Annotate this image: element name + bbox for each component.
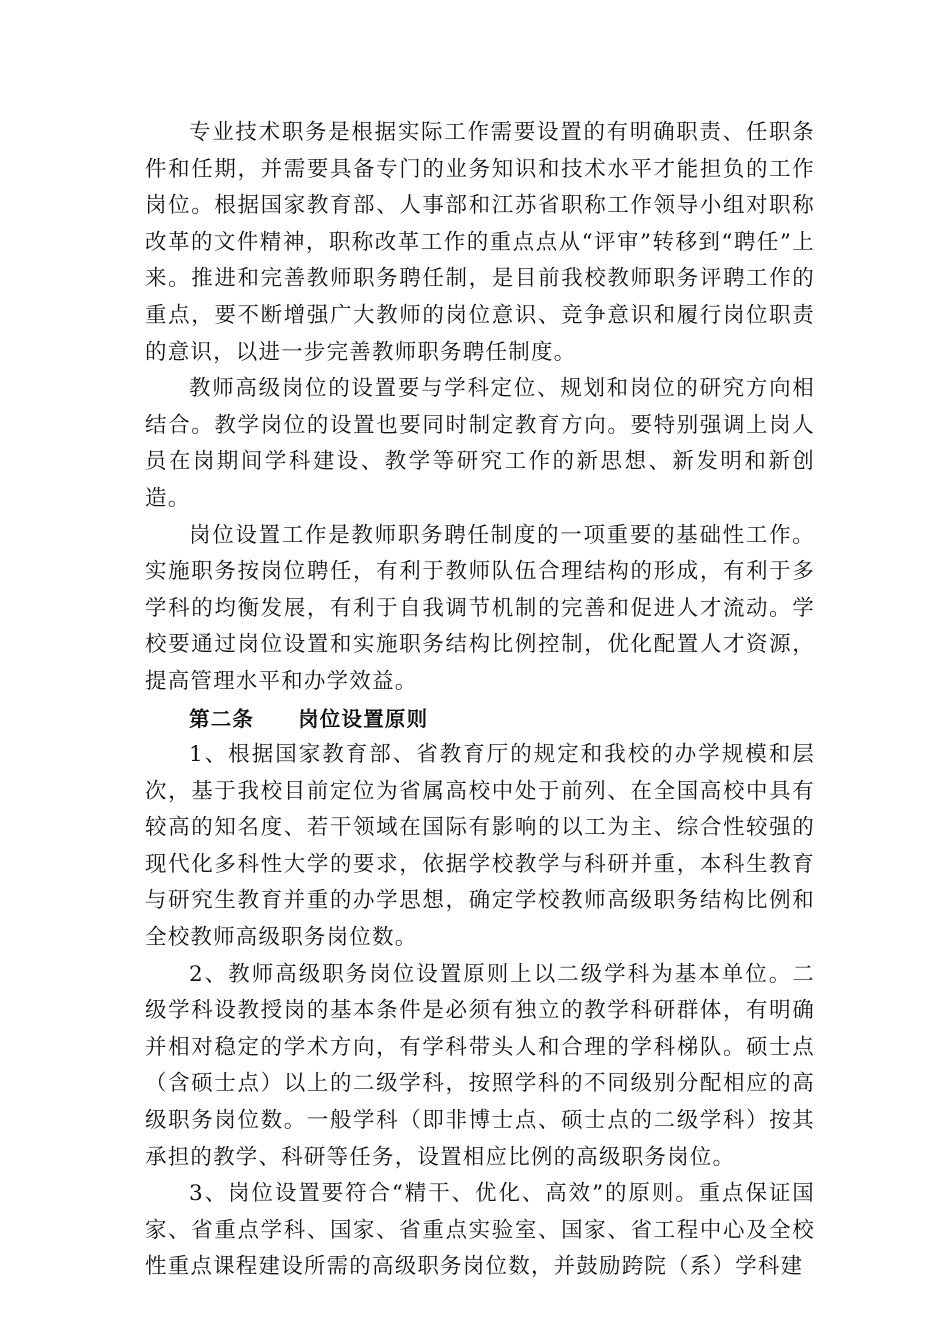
document-body xyxy=(145,115,815,1286)
article-heading xyxy=(145,701,815,738)
paragraph-intro-1: 专业技术职务是根据实际工作需要设置的有明确职责、任职条件和任期，并需要具备专门的业务知识和技术水平才能担负的工作岗位。根据国家教育部、人事部和江苏省职称工作领导小组对职称改革的文件精神，职称改革工作的重点点从“评审”转移到“聘任”上来。推进和完善教师职务聘任制，是目前我校教师职务评聘工作的重点，要不断增强广大教师的岗位意识、竞争意识和履行岗位职责的意识，以进一步完善教师职务聘任制度。 xyxy=(145,120,815,365)
article-title: 岗位设置原则 xyxy=(298,706,429,731)
article-number: 第二条 xyxy=(189,706,255,731)
paragraph-principle-2: 2、教师高级职务岗位设置原则上以二级学科为基本单位。二级学科设教授岗的基本条件是必须有独立的教学科研群体，有明确并相对稳定的学术方向，有学科带头人和合理的学科梯队。硕士点（含硕士点）以上的二级学科，按照学科的不同级别分配相应的高级职务岗位数。一般学科（即非博士点、硕士点的二级学科）按其承担的教学、科研等任务，设置相应比例的高级职务岗位。 xyxy=(145,961,815,1170)
paragraph-intro-2: 教师高级岗位的设置要与学科定位、规划和岗位的研究方向相结合。教学岗位的设置也要同时制定教育方向。要特别强调上岗人员在岗期间学科建设、教学等研究工作的新思想、新发明和新创造。 xyxy=(145,376,815,511)
paragraph-intro-3: 岗位设置工作是教师职务聘任制度的一项重要的基础性工作。实施职务按岗位聘任，有利于教师队伍合理结构的形成，有利于多学科的均衡发展，有利于自我调节机制的完善和促进人才流动。学校要通过岗位设置和实施职务结构比例控制，优化配置人才资源，提高管理水平和办学效益。 xyxy=(145,522,815,694)
paragraph-principle-3: 3、岗位设置要符合“精干、优化、高效”的原则。重点保证国家、省重点学科、国家、省重点实验室、国家、省工程中心及全校性重点课程建设所需的高级职务岗位数，并鼓励跨院（系）学科建 xyxy=(145,1181,815,1280)
paragraph-principle-1: 1、根据国家教育部、省教育厅的规定和我校的办学规模和层次，基于我校目前定位为省属高校中处于前列、在全国高校中具有较高的知名度、若干领域在国际有影响的以工为主、综合性较强的现代化多科性大学的要求，依据学校教学与科研并重，本科生教育与研究生教育并重的办学思想，确定学校教师高级职务结构比例和全校教师高级职务岗位数。 xyxy=(145,742,815,951)
